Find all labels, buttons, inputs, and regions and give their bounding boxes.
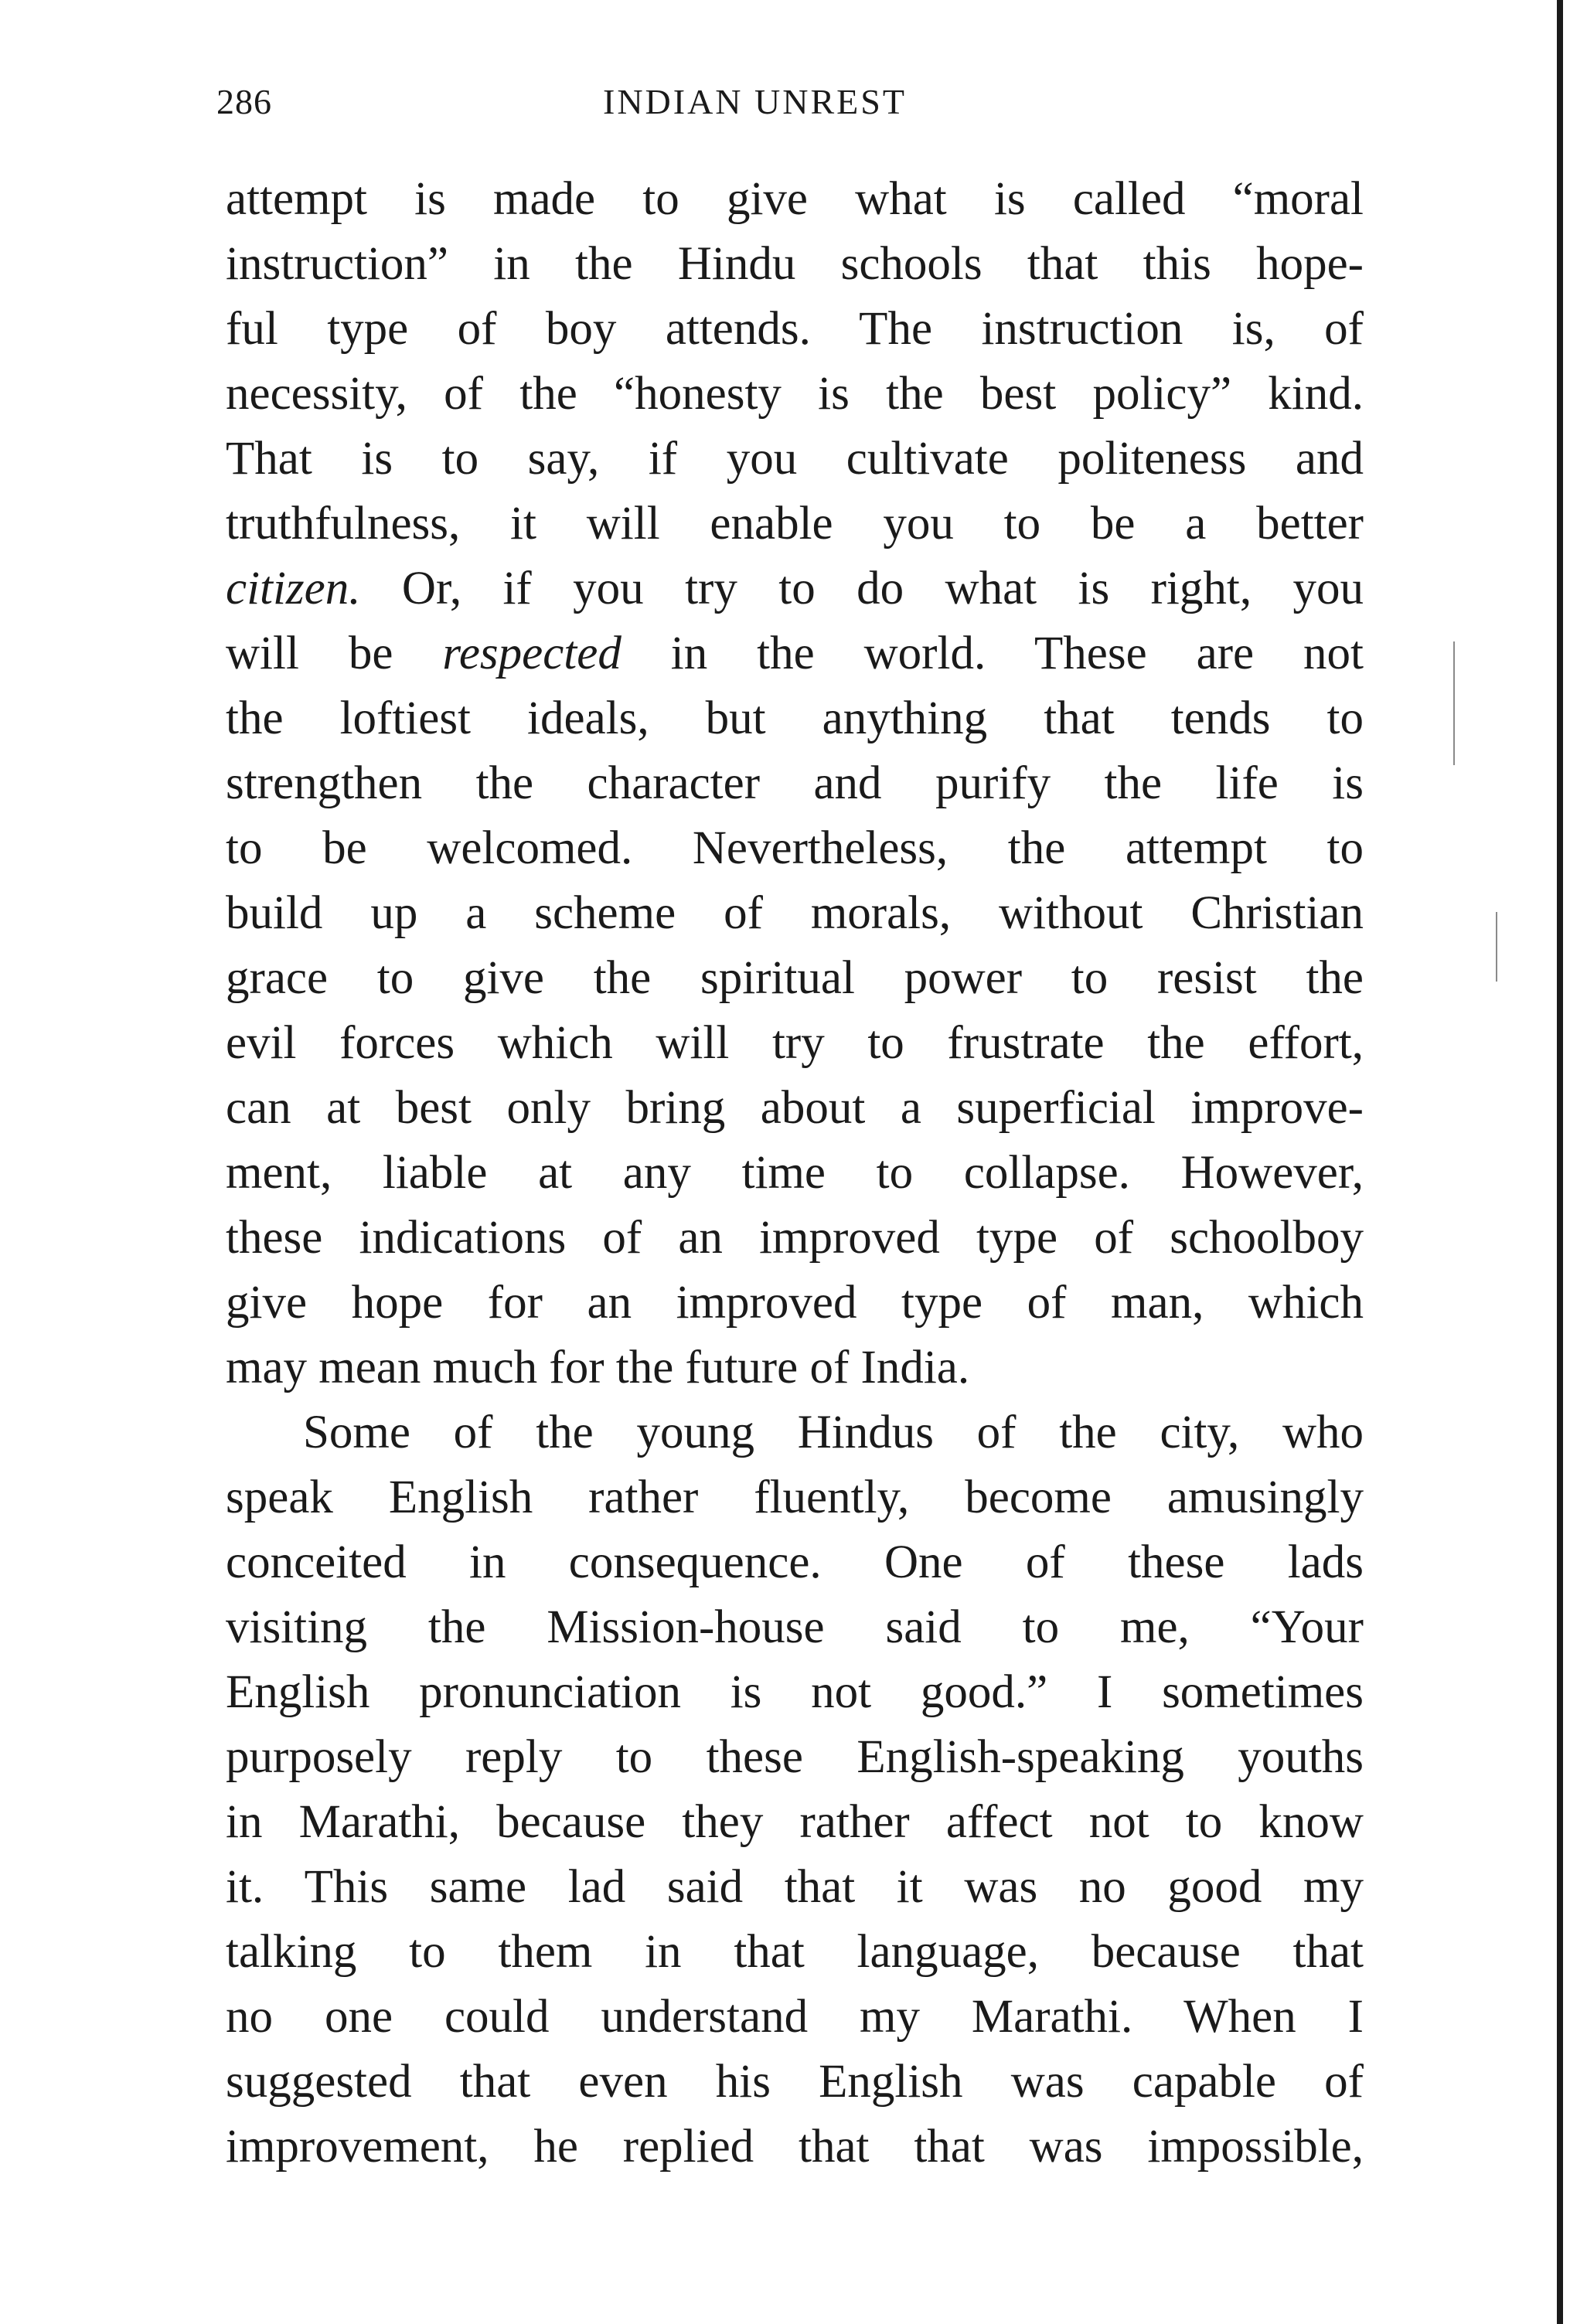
page-edge-line <box>1557 0 1563 2324</box>
scan-mark <box>1453 641 1455 765</box>
body-text <box>226 167 1364 2179</box>
text-line: suggested that even his English was capable of <box>226 2056 1364 2108</box>
text-line <box>226 621 1364 686</box>
text-line: ful type of boy attends. The instruction is, of <box>226 303 1364 355</box>
text-line: visiting the Mission-house said to me, “Your <box>226 1601 1364 1653</box>
text-line: Some of the young Hindus of the city, who <box>303 1407 1364 1458</box>
text-line: instruction” in the Hindu schools that this hope- <box>226 238 1364 290</box>
text-line: conceited in consequence. One of these lads <box>226 1536 1364 1588</box>
text-line: in Marathi, because they rather affect not to know <box>226 1796 1364 1848</box>
text-line: necessity, of the “honesty is the best policy” kind. <box>226 368 1364 420</box>
scan-mark <box>1496 912 1497 982</box>
text-line: strengthen the character and purify the life is <box>226 757 1364 809</box>
text-line: purposely reply to these English-speaking youths <box>226 1731 1364 1783</box>
text-line: evil forces which will try to frustrate the effort, <box>226 1017 1364 1069</box>
text-line: build up a scheme of morals, without Christian <box>226 887 1364 939</box>
text-line: grace to give the spiritual power to resist the <box>226 952 1364 1004</box>
text-line: give hope for an improved type of man, which <box>226 1277 1364 1329</box>
text-line: to be welcomed. Nevertheless, the attempt to <box>226 822 1364 874</box>
running-head: INDIAN UNREST <box>603 82 907 121</box>
text-line: truthfulness, it will enable you to be a better <box>226 498 1364 550</box>
text-line: attempt is made to give what is called “moral <box>226 173 1364 225</box>
text-line: ment, liable at any time to collapse. However, <box>226 1147 1364 1199</box>
italic-word: respected <box>442 628 622 679</box>
text-line <box>226 556 1364 621</box>
text-line: talking to them in that language, because that <box>226 1926 1364 1978</box>
text-line: may mean much for the future of India. <box>226 1342 970 1393</box>
text-line: the loftiest ideals, but anything that tends to <box>226 692 1364 744</box>
text-line: English pronunciation is not good.” I sometimes <box>226 1666 1364 1718</box>
text-line: these indications of an improved type of schoolboy <box>226 1212 1364 1264</box>
text-line: can at best only bring about a superficial improve- <box>226 1082 1364 1134</box>
text-line: it. This same lad said that it was no good my <box>226 1861 1364 1913</box>
italic-word: citizen. <box>226 563 361 614</box>
text-line: That is to say, if you cultivate politeness and <box>226 433 1364 485</box>
text-line: speak English rather fluently, become amusingly <box>226 1472 1364 1523</box>
page-number: 286 <box>216 82 272 121</box>
text-line: improvement, he replied that that was impossible, <box>226 2121 1364 2173</box>
text-run: Or, if you try to do what is right, you <box>360 563 1364 614</box>
text-run: in the world. These are not <box>621 628 1364 679</box>
text-run: will be <box>226 628 443 679</box>
text-line: no one could understand my Marathi. When I <box>226 1991 1364 2043</box>
